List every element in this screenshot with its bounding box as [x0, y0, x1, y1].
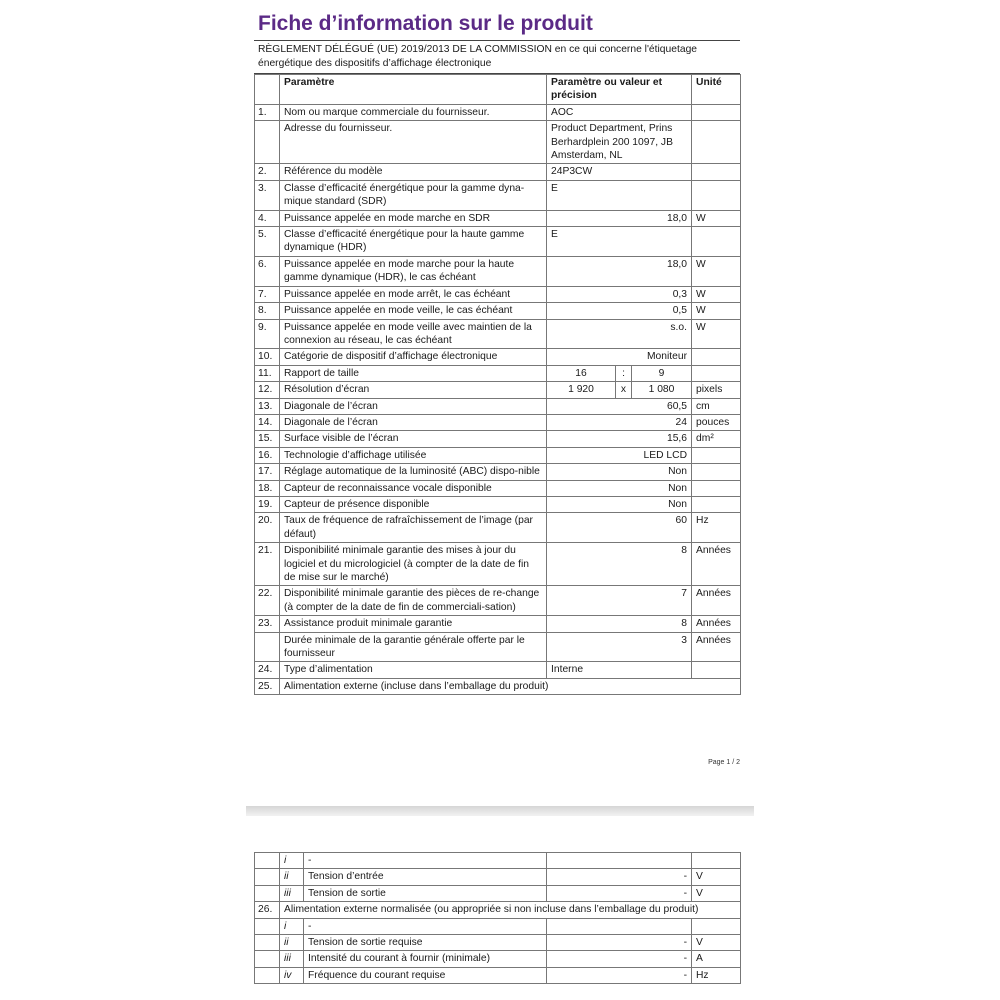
row-label: -	[304, 918, 547, 934]
row-number: 15.	[255, 431, 280, 447]
row-number: 6.	[255, 256, 280, 286]
table-row	[255, 382, 741, 398]
table-row	[255, 869, 741, 885]
resolution-separator: x	[616, 382, 632, 398]
row-unit	[692, 121, 741, 164]
ratio-height: 9	[632, 365, 692, 381]
row-unit	[692, 180, 741, 210]
row-label: Rapport de taille	[280, 365, 547, 381]
table-row	[255, 496, 741, 512]
row-label: Réglage automatique de la luminosité (ABC) dispo-nible	[280, 464, 547, 480]
row-label: Classe d’efficacité énergétique pour la haute gamme dynamique (HDR)	[280, 227, 547, 257]
row-value: Non	[547, 464, 692, 480]
table-row	[255, 104, 741, 120]
row-number: 20.	[255, 513, 280, 543]
row-label: Alimentation externe normalisée (ou appropriée si non incluse dans l’emballage du produit)	[280, 902, 741, 918]
regulation-reference: RÈGLEMENT DÉLÉGUÉ (UE) 2019/2013 DE LA COMMISSION en ce qui concerne l'étiquetage énergétique des dispositifs d’affichage électronique	[254, 40, 740, 74]
row-roman: iii	[280, 885, 304, 901]
table-row	[255, 349, 741, 365]
row-number: 10.	[255, 349, 280, 365]
row-label: Intensité du courant à fournir (minimale)	[304, 951, 547, 967]
row-label: Puissance appelée en mode veille avec maintien de la connexion au réseau, le cas échéant	[280, 319, 547, 349]
row-value: -	[547, 967, 692, 983]
row-value: 60	[547, 513, 692, 543]
table-row	[255, 918, 741, 934]
row-label: Durée minimale de la garantie générale offerte par le fournisseur	[280, 632, 547, 662]
table-row	[255, 480, 741, 496]
row-label: Assistance produit minimale garantie	[280, 616, 547, 632]
row-value: 15,6	[547, 431, 692, 447]
row-unit: V	[692, 869, 741, 885]
resolution-height: 1 080	[632, 382, 692, 398]
table-row	[255, 210, 741, 226]
row-number	[255, 918, 280, 934]
row-label: Diagonale de l’écran	[280, 398, 547, 414]
row-number	[255, 951, 280, 967]
row-unit	[692, 464, 741, 480]
row-label: Tension de sortie requise	[304, 935, 547, 951]
row-unit: W	[692, 256, 741, 286]
row-number: 18.	[255, 480, 280, 496]
page-title: Fiche d’information sur le produit	[258, 12, 593, 35]
row-unit	[692, 480, 741, 496]
ratio-width: 16	[547, 365, 616, 381]
row-label: Puissance appelée en mode marche en SDR	[280, 210, 547, 226]
table-row	[255, 678, 741, 694]
row-unit: dm²	[692, 431, 741, 447]
row-number: 14.	[255, 414, 280, 430]
row-roman: i	[280, 853, 304, 869]
row-value: E	[547, 180, 692, 210]
row-label: Fréquence du courant requise	[304, 967, 547, 983]
row-number	[255, 885, 280, 901]
table-row	[255, 885, 741, 901]
row-label: Nom ou marque commerciale du fournisseur.	[280, 104, 547, 120]
row-value: 18,0	[547, 256, 692, 286]
row-unit: V	[692, 935, 741, 951]
row-number	[255, 853, 280, 869]
row-number: 1.	[255, 104, 280, 120]
table-row	[255, 164, 741, 180]
row-number	[255, 967, 280, 983]
row-value: 18,0	[547, 210, 692, 226]
row-number: 8.	[255, 303, 280, 319]
table-row	[255, 632, 741, 662]
header-value: Paramètre ou valeur et précision	[547, 75, 692, 105]
row-unit: pixels	[692, 382, 741, 398]
row-unit	[692, 164, 741, 180]
row-number: 13.	[255, 398, 280, 414]
row-label: Puissance appelée en mode arrêt, le cas échéant	[280, 286, 547, 302]
row-value: 7	[547, 586, 692, 616]
row-value: E	[547, 227, 692, 257]
page-separator	[246, 806, 754, 816]
row-unit: Années	[692, 616, 741, 632]
row-label: Classe d’efficacité énergétique pour la gamme dyna-mique standard (SDR)	[280, 180, 547, 210]
row-number: 23.	[255, 616, 280, 632]
row-number: 17.	[255, 464, 280, 480]
row-value: 8	[547, 616, 692, 632]
row-unit: pouces	[692, 414, 741, 430]
row-value: 0,3	[547, 286, 692, 302]
row-unit: Hz	[692, 513, 741, 543]
row-unit: A	[692, 951, 741, 967]
row-number: 3.	[255, 180, 280, 210]
row-label: Surface visible de l’écran	[280, 431, 547, 447]
row-unit	[692, 918, 741, 934]
table-row	[255, 616, 741, 632]
table-row	[255, 227, 741, 257]
table-row	[255, 967, 741, 983]
row-unit	[692, 227, 741, 257]
row-value: -	[547, 935, 692, 951]
row-number: 16.	[255, 447, 280, 463]
row-value: LED LCD	[547, 447, 692, 463]
row-number	[255, 632, 280, 662]
table-row	[255, 447, 741, 463]
row-value	[547, 853, 692, 869]
row-label: Diagonale de l’écran	[280, 414, 547, 430]
row-value: Product Department, Prins Berhardplein 200 1097, JB Amsterdam, NL	[547, 121, 692, 164]
row-label: Puissance appelée en mode marche pour la haute gamme dynamique (HDR), le cas échéant	[280, 256, 547, 286]
row-label: Tension de sortie	[304, 885, 547, 901]
row-value	[547, 918, 692, 934]
row-value: -	[547, 951, 692, 967]
document-page-1	[254, 8, 740, 766]
row-number: 12.	[255, 382, 280, 398]
table-row	[255, 365, 741, 381]
table-row	[255, 935, 741, 951]
row-number: 7.	[255, 286, 280, 302]
table-row	[255, 286, 741, 302]
table-row	[255, 319, 741, 349]
row-number	[255, 121, 280, 164]
table-row	[255, 464, 741, 480]
row-number	[255, 869, 280, 885]
row-roman: iv	[280, 967, 304, 983]
row-value: Non	[547, 496, 692, 512]
table-row	[255, 513, 741, 543]
row-number: 24.	[255, 662, 280, 678]
row-value: s.o.	[547, 319, 692, 349]
row-value: Non	[547, 480, 692, 496]
row-value: 3	[547, 632, 692, 662]
row-label: Type d’alimentation	[280, 662, 547, 678]
row-value: 60,5	[547, 398, 692, 414]
header-unit: Unité	[692, 75, 741, 105]
table-row	[255, 951, 741, 967]
row-unit: Années	[692, 543, 741, 586]
row-unit	[692, 104, 741, 120]
row-value: 8	[547, 543, 692, 586]
row-number: 5.	[255, 227, 280, 257]
row-number: 11.	[255, 365, 280, 381]
row-unit: Années	[692, 586, 741, 616]
row-label: Capteur de reconnaissance vocale disponible	[280, 480, 547, 496]
row-roman: i	[280, 918, 304, 934]
row-value: -	[547, 885, 692, 901]
row-roman: iii	[280, 951, 304, 967]
row-value: 24	[547, 414, 692, 430]
table-row	[255, 414, 741, 430]
product-info-table	[254, 74, 741, 695]
row-value: 0,5	[547, 303, 692, 319]
row-unit	[692, 349, 741, 365]
row-unit: cm	[692, 398, 741, 414]
row-label: Résolution d’écran	[280, 382, 547, 398]
row-value: Moniteur	[547, 349, 692, 365]
table-row	[255, 902, 741, 918]
row-number	[255, 935, 280, 951]
row-number: 25.	[255, 678, 280, 694]
header-param: Paramètre	[280, 75, 547, 105]
row-number: 2.	[255, 164, 280, 180]
row-label: Adresse du fournisseur.	[280, 121, 547, 164]
row-unit: W	[692, 319, 741, 349]
row-unit	[692, 853, 741, 869]
document-page-2	[254, 852, 740, 984]
row-value: 24P3CW	[547, 164, 692, 180]
table-row	[255, 586, 741, 616]
row-value: AOC	[547, 104, 692, 120]
table-row	[255, 180, 741, 210]
row-number: 22.	[255, 586, 280, 616]
row-number: 21.	[255, 543, 280, 586]
page-number: Page 1 / 2	[708, 759, 740, 766]
row-unit	[692, 496, 741, 512]
table-header-row	[255, 75, 741, 105]
row-label: Technologie d’affichage utilisée	[280, 447, 547, 463]
product-info-table-continued	[254, 852, 741, 984]
row-number: 9.	[255, 319, 280, 349]
row-label: -	[304, 853, 547, 869]
row-label: Capteur de présence disponible	[280, 496, 547, 512]
table-row	[255, 303, 741, 319]
row-roman: ii	[280, 935, 304, 951]
row-label: Puissance appelée en mode veille, le cas échéant	[280, 303, 547, 319]
table-row	[255, 662, 741, 678]
row-label: Disponibilité minimale garantie des mises à jour du logiciel et du micrologiciel (à compter de la date de fin de mise sur le marché)	[280, 543, 547, 586]
row-label: Taux de fréquence de rafraîchissement de l’image (par défaut)	[280, 513, 547, 543]
table-row	[255, 398, 741, 414]
ratio-separator: :	[616, 365, 632, 381]
row-number: 19.	[255, 496, 280, 512]
row-label: Tension d’entrée	[304, 869, 547, 885]
row-label: Référence du modèle	[280, 164, 547, 180]
table-row	[255, 431, 741, 447]
row-number: 4.	[255, 210, 280, 226]
row-label: Disponibilité minimale garantie des pièces de re-change (à compter de la date de fin de commerciali-sation)	[280, 586, 547, 616]
row-unit: Hz	[692, 967, 741, 983]
row-unit: W	[692, 210, 741, 226]
row-unit: W	[692, 303, 741, 319]
row-label: Alimentation externe (incluse dans l’emballage du produit)	[280, 678, 741, 694]
table-row	[255, 256, 741, 286]
table-row	[255, 543, 741, 586]
row-label: Catégorie de dispositif d’affichage électronique	[280, 349, 547, 365]
row-number: 26.	[255, 902, 280, 918]
row-unit: V	[692, 885, 741, 901]
row-value: Interne	[547, 662, 692, 678]
row-unit: Années	[692, 632, 741, 662]
row-roman: ii	[280, 869, 304, 885]
table-row	[255, 853, 741, 869]
row-unit	[692, 447, 741, 463]
row-unit: W	[692, 286, 741, 302]
resolution-width: 1 920	[547, 382, 616, 398]
table-row	[255, 121, 741, 164]
row-value: -	[547, 869, 692, 885]
